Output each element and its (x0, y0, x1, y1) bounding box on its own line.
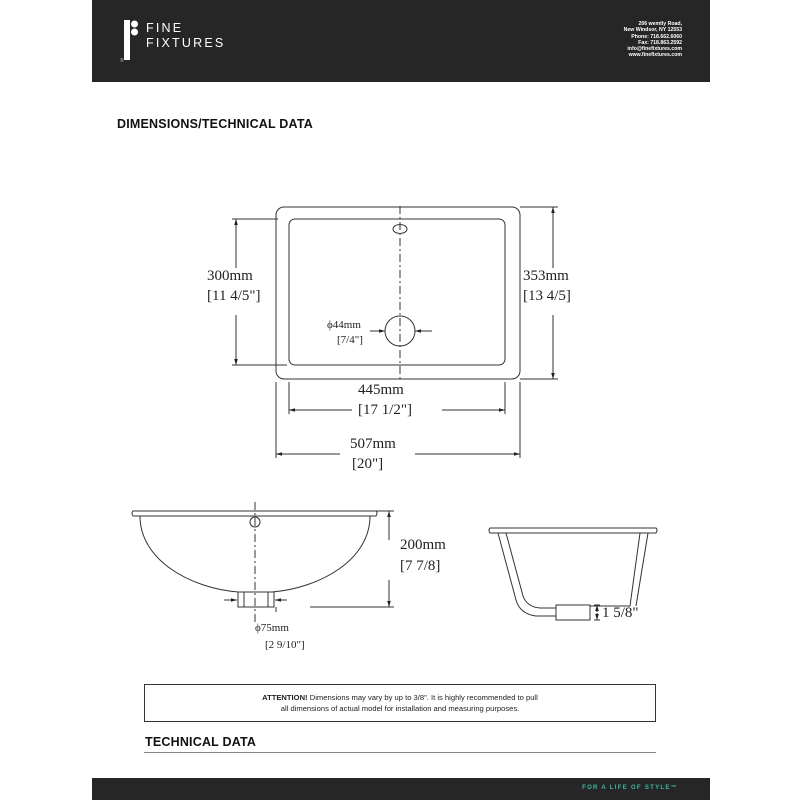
brand-name-line1: FINE (146, 21, 184, 35)
height-mm-label: 200mm (400, 537, 446, 553)
attention-label: ATTENTION! (262, 693, 308, 702)
contact-address-1: 206 wemtly Road, (638, 21, 682, 27)
attention-line1: Dimensions may vary by up to 3/8". It is highly recommended to pull (309, 693, 538, 702)
inner-width-mm-label: 445mm (358, 382, 404, 398)
outer-width-mm-label: 507mm (350, 436, 396, 452)
footer-tagline: FOR A LIFE OF STYLE™ (582, 785, 678, 791)
top-view-sink (232, 206, 558, 458)
outlet-diameter-mm-label: ϕ75mm (255, 622, 289, 634)
outer-depth-in-label: [13 4/5] (523, 288, 571, 304)
page-footer (92, 778, 710, 800)
contact-website[interactable]: www.finefixtures.com (628, 52, 682, 59)
dimensions-section-title: DIMENSIONS/TECHNICAL DATA (117, 117, 313, 131)
outer-depth-mm-label: 353mm (523, 268, 569, 284)
outlet-diameter-in-label: [2 9/10"] (265, 639, 305, 651)
section-divider (144, 752, 656, 753)
inner-width-in-label: [17 1/2"] (358, 402, 413, 418)
attention-notice (144, 684, 656, 722)
height-in-label: [7 7/8] (400, 558, 441, 574)
contact-address-2: New Windsor, NY 12553 (623, 27, 682, 34)
contact-fax: Fax: 718.863.2592 (638, 39, 682, 46)
front-section-sink (132, 502, 394, 625)
contact-phone: Phone: 718.662.6060 (631, 33, 682, 40)
drain-height-label: 1 5/8" (602, 605, 639, 621)
inner-depth-in-label: [11 4/5"] (207, 288, 261, 304)
technical-data-title: TECHNICAL DATA (145, 735, 257, 749)
drain-diameter-in-label: [7/4"] (337, 334, 363, 346)
brand-name-line2: FIXTURES (146, 35, 226, 50)
drain-diameter-mm-label: ϕ44mm (327, 319, 361, 331)
registered-mark: ® (120, 58, 124, 64)
contact-email[interactable]: info@finefixtures.com (627, 46, 682, 53)
outer-width-in-label: [20"] (352, 456, 384, 472)
inner-depth-mm-label: 300mm (207, 268, 253, 284)
attention-line2: all dimensions of actual model for installation and measuring purposes. (280, 704, 520, 713)
